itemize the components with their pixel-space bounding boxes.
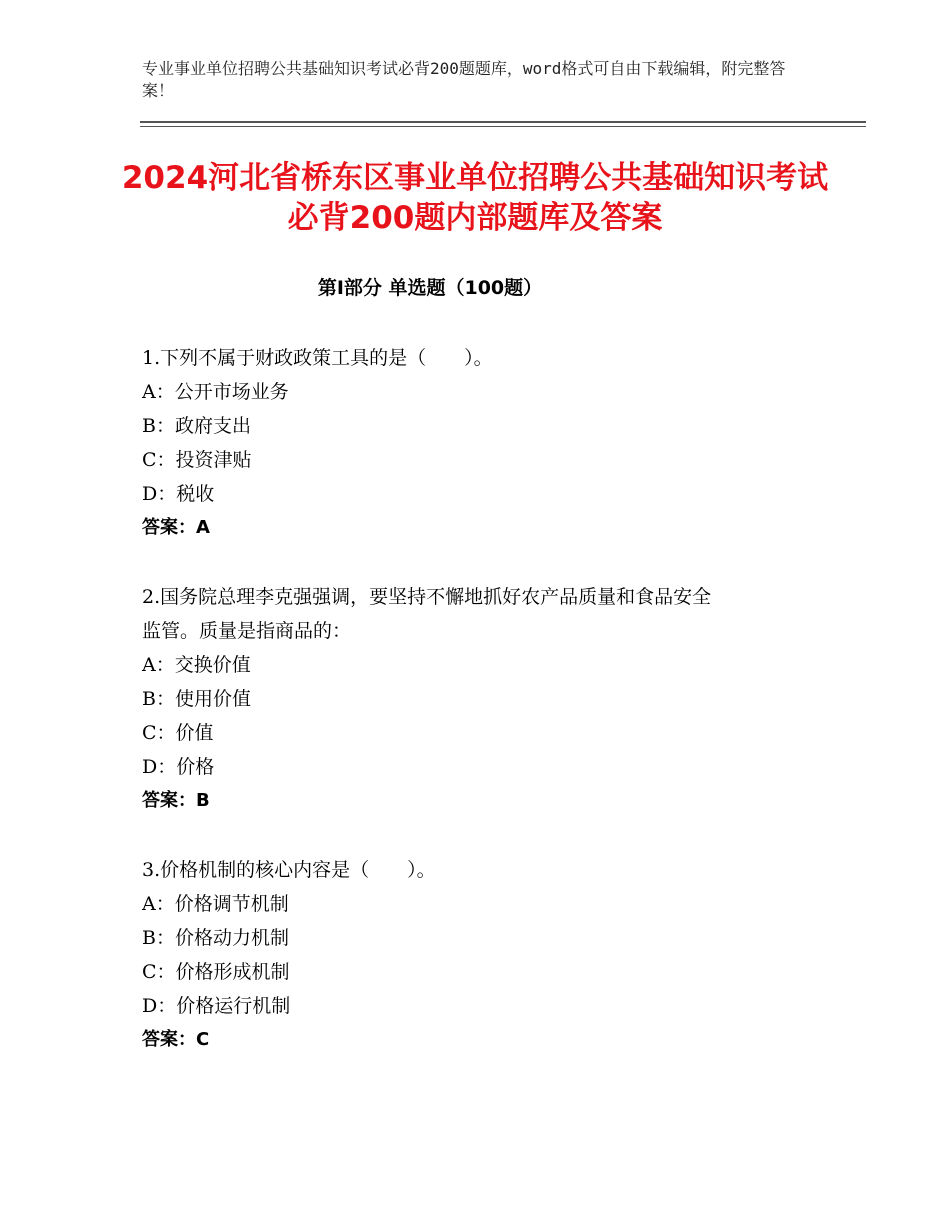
answer: 答案：A xyxy=(142,517,210,538)
option-a: A：价格调节机制 xyxy=(142,893,289,915)
question-2 xyxy=(142,580,812,818)
option-a: A：交换价值 xyxy=(142,654,251,676)
question-stem: 2.国务院总理李克强强调，要坚持不懈地抓好农产品质量和食品安全 xyxy=(142,586,712,608)
option-b: B：政府支出 xyxy=(142,415,251,437)
option-c: C：投资津贴 xyxy=(142,449,252,471)
question-1 xyxy=(142,341,812,545)
answer: 答案：C xyxy=(142,1029,210,1050)
question-stem-continued: 监管。质量是指商品的： xyxy=(142,620,352,642)
option-a: A：公开市场业务 xyxy=(142,381,289,403)
option-b: B：价格动力机制 xyxy=(142,927,289,949)
option-c: C：价格形成机制 xyxy=(142,961,290,983)
question-stem: 3.价格机制的核心内容是（ ）。 xyxy=(142,859,436,881)
answer: 答案：B xyxy=(142,790,210,811)
question-stem: 1.下列不属于财政政策工具的是（ ）。 xyxy=(142,347,493,369)
header-rule-thick xyxy=(140,121,866,123)
header-rule-thin xyxy=(140,126,866,127)
option-d: D：税收 xyxy=(142,483,215,505)
header-note: 专业事业单位招聘公共基础知识考试必背200题题库，word格式可自由下载编辑，附完整答案！ xyxy=(142,59,786,100)
question-3 xyxy=(142,853,812,1057)
section-title: 第Ⅰ部分 单选题（100题） xyxy=(317,277,543,299)
option-b: B：使用价值 xyxy=(142,688,251,710)
document-title: 2024河北省桥东区事业单位招聘公共基础知识考试必背200题内部题库及答案 xyxy=(121,160,829,236)
option-d: D：价格运行机制 xyxy=(142,995,291,1017)
option-d: D：价格 xyxy=(142,756,215,778)
option-c: C：价值 xyxy=(142,722,214,744)
